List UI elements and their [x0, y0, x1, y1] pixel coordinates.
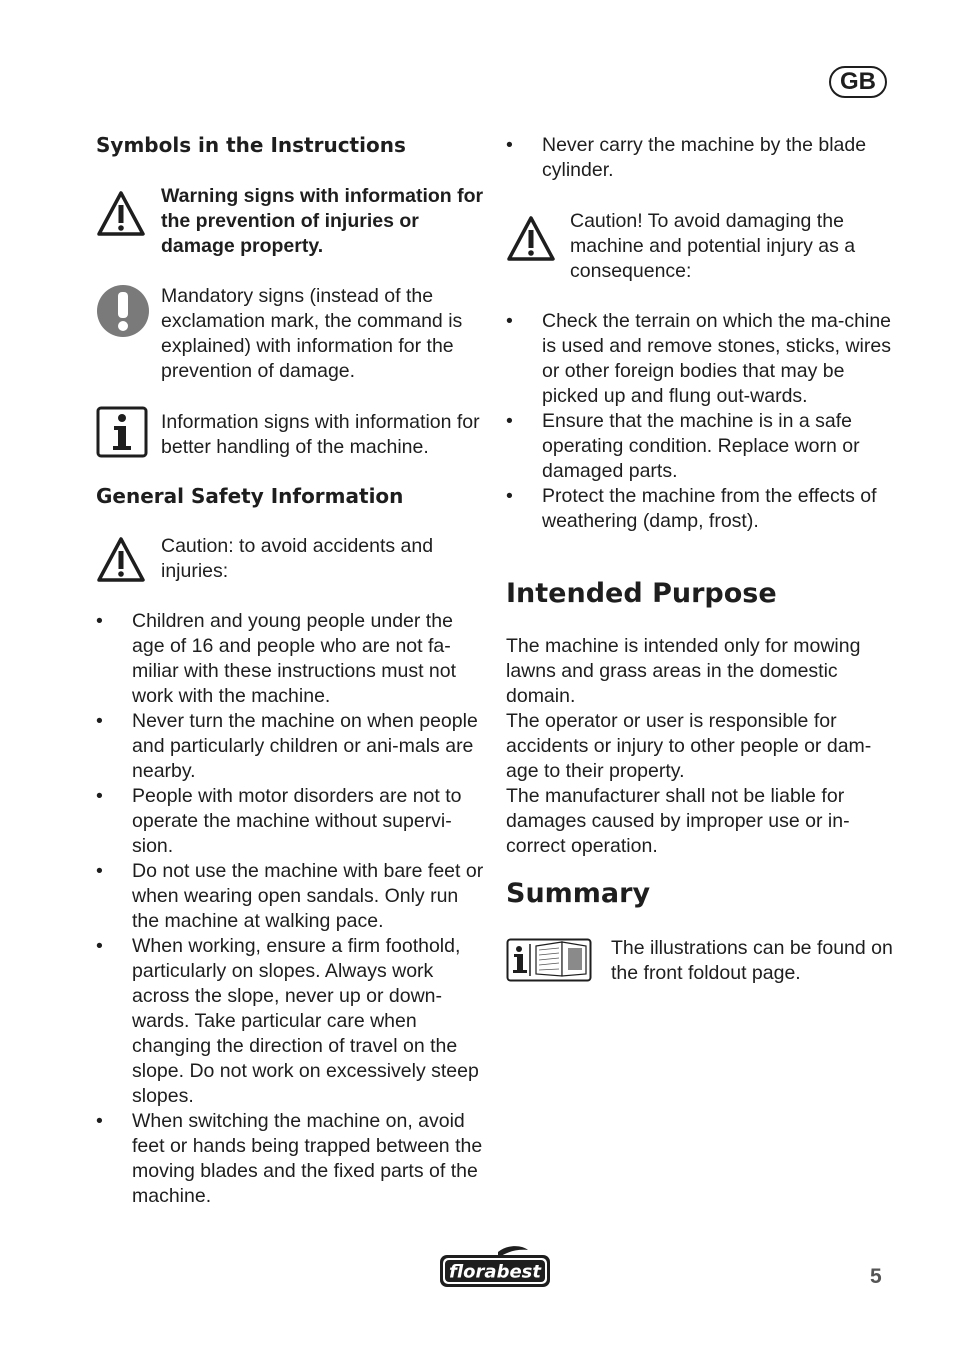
mandatory-exclamation-icon — [96, 284, 150, 338]
warning-triangle-icon — [506, 215, 556, 263]
page-number: 5 — [870, 1265, 882, 1288]
intended-paragraph: The machine is intended only for mowing lawns and grass areas in the domestic domain. — [506, 635, 861, 707]
list-item: • Children and young people under the age of 16 and people who are not fa-miliar with these instructions must not work with the machine. — [96, 610, 457, 707]
caution-text-left: Caution: to avoid accidents and injuries: — [161, 535, 434, 582]
list-item: • When switching the machine on, avoid feet or hands being trapped between the moving blades and the fixed parts of the machine. — [96, 1110, 483, 1207]
list-item: • Ensure that the machine is in a safe operating condition. Replace worn or damaged parts. — [506, 410, 860, 482]
info-foldout-icon — [506, 938, 592, 982]
language-badge: GB — [829, 66, 887, 98]
info-sign-text: Information signs with information for better handling of the machine. — [161, 411, 480, 458]
warning-sign-text: Warning signs with information for the prevention of injuries or damage property. — [161, 185, 484, 257]
caution-row-right — [506, 211, 896, 291]
list-item: • Do not use the machine with bare feet or when wearing open sandals. Only run the machine at walking pace. — [96, 860, 484, 932]
caution-row-left — [96, 536, 486, 592]
warning-triangle-icon — [96, 190, 146, 238]
intended-paragraph: The manufacturer shall not be liable for damages caused by improper use or in-correct operation. — [506, 785, 850, 857]
top-bullet-list — [506, 133, 896, 183]
mandatory-sign-text: Mandatory signs (instead of the exclamation mark, the command is explained) with information for the prevention of damage. — [161, 285, 463, 382]
intended-purpose-heading: Intended Purpose — [506, 578, 777, 609]
intended-paragraph: The operator or user is responsible for accidents or injury to other people or dam-age to their property. — [506, 710, 872, 782]
summary-text: The illustrations can be found on the front foldout page. — [611, 937, 893, 984]
safety-bullet-list — [96, 609, 486, 1209]
summary-heading: Summary — [506, 878, 651, 909]
symbols-heading: Symbols in the Instructions — [96, 133, 406, 157]
list-item: • Never carry the machine by the blade cylinder. — [506, 134, 867, 181]
symbol-row-warning — [96, 186, 486, 256]
list-item: • Check the terrain on which the ma-chine is used and remove stones, sticks, wires or other foreign bodies that may be picked up and flung out-wards. — [506, 310, 892, 407]
florabest-logo — [438, 1244, 552, 1290]
symbol-row-info — [96, 406, 486, 466]
svg-text:florabest: florabest — [449, 1261, 541, 1283]
list-item: • Protect the machine from the effects of weathering (damp, frost). — [506, 485, 877, 532]
caution-text-right: Caution! To avoid damaging the machine and potential injury as a consequence: — [570, 210, 856, 282]
list-item: • When working, ensure a firm foothold, particularly on slopes. Always work across the slope, never up or down-wards. Take particular care when changing the direction of travel on the slope. Do not work on excessively steep slopes. — [96, 935, 479, 1107]
warning-triangle-icon — [96, 536, 146, 584]
info-sign-icon — [96, 406, 148, 458]
summary-row — [506, 938, 896, 988]
list-item: • Never turn the machine on when people and particularly children or ani-mals are nearby. — [96, 710, 478, 782]
symbol-row-mandatory — [96, 286, 486, 386]
machine-bullet-list — [506, 309, 896, 534]
list-item: • People with motor disorders are not to operate the machine without supervi-sion. — [96, 785, 462, 857]
general-safety-heading: General Safety Information — [96, 484, 404, 508]
